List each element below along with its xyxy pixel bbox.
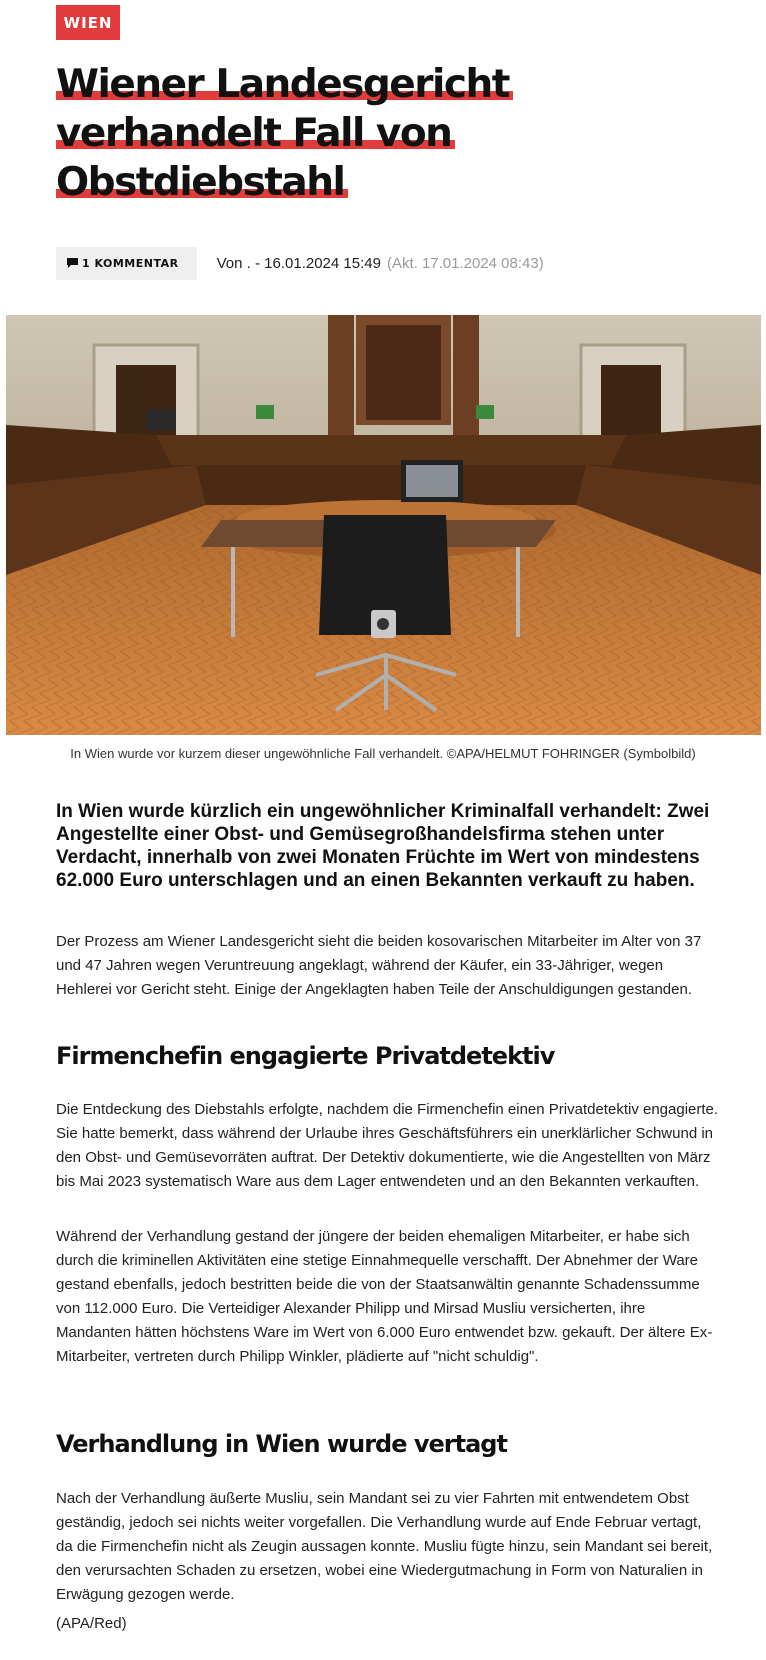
article-hero-image — [6, 315, 761, 737]
body-paragraph-1: Der Prozess am Wiener Landesgericht sieht die beiden kosovarischen Mitarbeiter im Alter von 37 und 47 Jahren wegen Veruntreuung angeklagt, während der Käufer, ein 33-Jähriger, wegen Hehlerei vor Gericht steht. Einige der Angeklagten haben Teile der Anschuldigungen gestanden. — [56, 933, 702, 998]
body-paragraph-2: Die Entdeckung des Diebstahls erfolgte, nachdem die Firmenchefin einen Privatdetektiv engagierte. Sie hatte bemerkt, dass während der Urlaube ihres Geschäftsführers ein unerklärlicher Schwund in den Obst- und Gemüsevorräten auftrat. Der Detektiv dokumentierte, wie die Angestellten von März bis Mai 2023 systematisch Ware aus dem Lager entwendeten und an den Bekannten verkauften. — [56, 1101, 719, 1190]
article-source: (APA/Red) — [56, 1615, 127, 1632]
updated-timestamp: (Akt. 17.01.2024 08:43) — [386, 254, 544, 272]
byline: Von . - 16.01.2024 15:49 — [216, 254, 381, 272]
body-paragraph-4: Nach der Verhandlung äußerte Musliu, sein Mandant sei zu vier Fahrten mit entwendetem Obst geständig, jedoch sei nichts weiter vorgefallen. Die Verhandlung wurde auf Ende Februar vertagt, da die Firmenchefin nicht als Zeugin aussagen konnte. Musliu fügte hinzu, sein Mandant sei bereit, den verursachten Schaden zu ersetzen, wobei eine Wiedergutmachung in Form von Naturalien in Erwägung gezogen werde. — [56, 1490, 713, 1603]
headline-line-3: Obstdiebstahl — [56, 160, 348, 205]
comment-icon — [66, 257, 79, 269]
category-tag[interactable]: WIEN — [56, 5, 120, 40]
courtroom-image — [6, 315, 761, 737]
body-paragraph-3: Während der Verhandlung gestand der jüngere der beiden ehemaligen Mitarbeiter, er habe sich durch die kriminellen Aktivitäten eine stetige Einnahmequelle verschafft. Der Abnehmer der Ware gestand ebenfalls, jedoch bestritten beide die von der Staatsanwältin genannte Schadenssumme von 112.000 Euro. Die Verteidiger Alexander Philipp und Mirsad Musliu versicherten, ihre Mandanten hätten höchstens Ware im Wert von 6.000 Euro entwendet bzw. gekauft. Der ältere Ex-Mitarbeiter, vertreten durch Philipp Winkler, plädierte auf "nicht schuldig". — [56, 1228, 713, 1365]
section-heading-1: Firmenchefin engagierte Privatdetektiv — [56, 1042, 555, 1070]
article-lead: In Wien wurde kürzlich ein ungewöhnlicher Kriminalfall verhandelt: Zwei Angestellte einer Obst- und Gemüsegroßhandelsfirma stehen unter Verdacht, innerhalb von zwei Monaten Früchte im Wert von mindestens 62.000 Euro unterschlagen und an einen Bekannten verkauft zu haben. — [56, 801, 710, 891]
article-headline — [56, 60, 576, 207]
headline-line-2: verhandelt Fall von — [56, 111, 455, 156]
headline-line-1: Wiener Landesgericht — [56, 62, 513, 107]
section-heading-2: Verhandlung in Wien wurde vertagt — [56, 1430, 507, 1458]
image-caption: In Wien wurde vor kurzem dieser ungewöhnliche Fall verhandelt. ©APA/HELMUT FOHRINGER (Symbolbild) — [70, 746, 696, 761]
comments-button[interactable] — [56, 247, 197, 280]
comments-count: 1 KOMMENTAR — [82, 256, 179, 270]
article-meta — [56, 246, 544, 280]
